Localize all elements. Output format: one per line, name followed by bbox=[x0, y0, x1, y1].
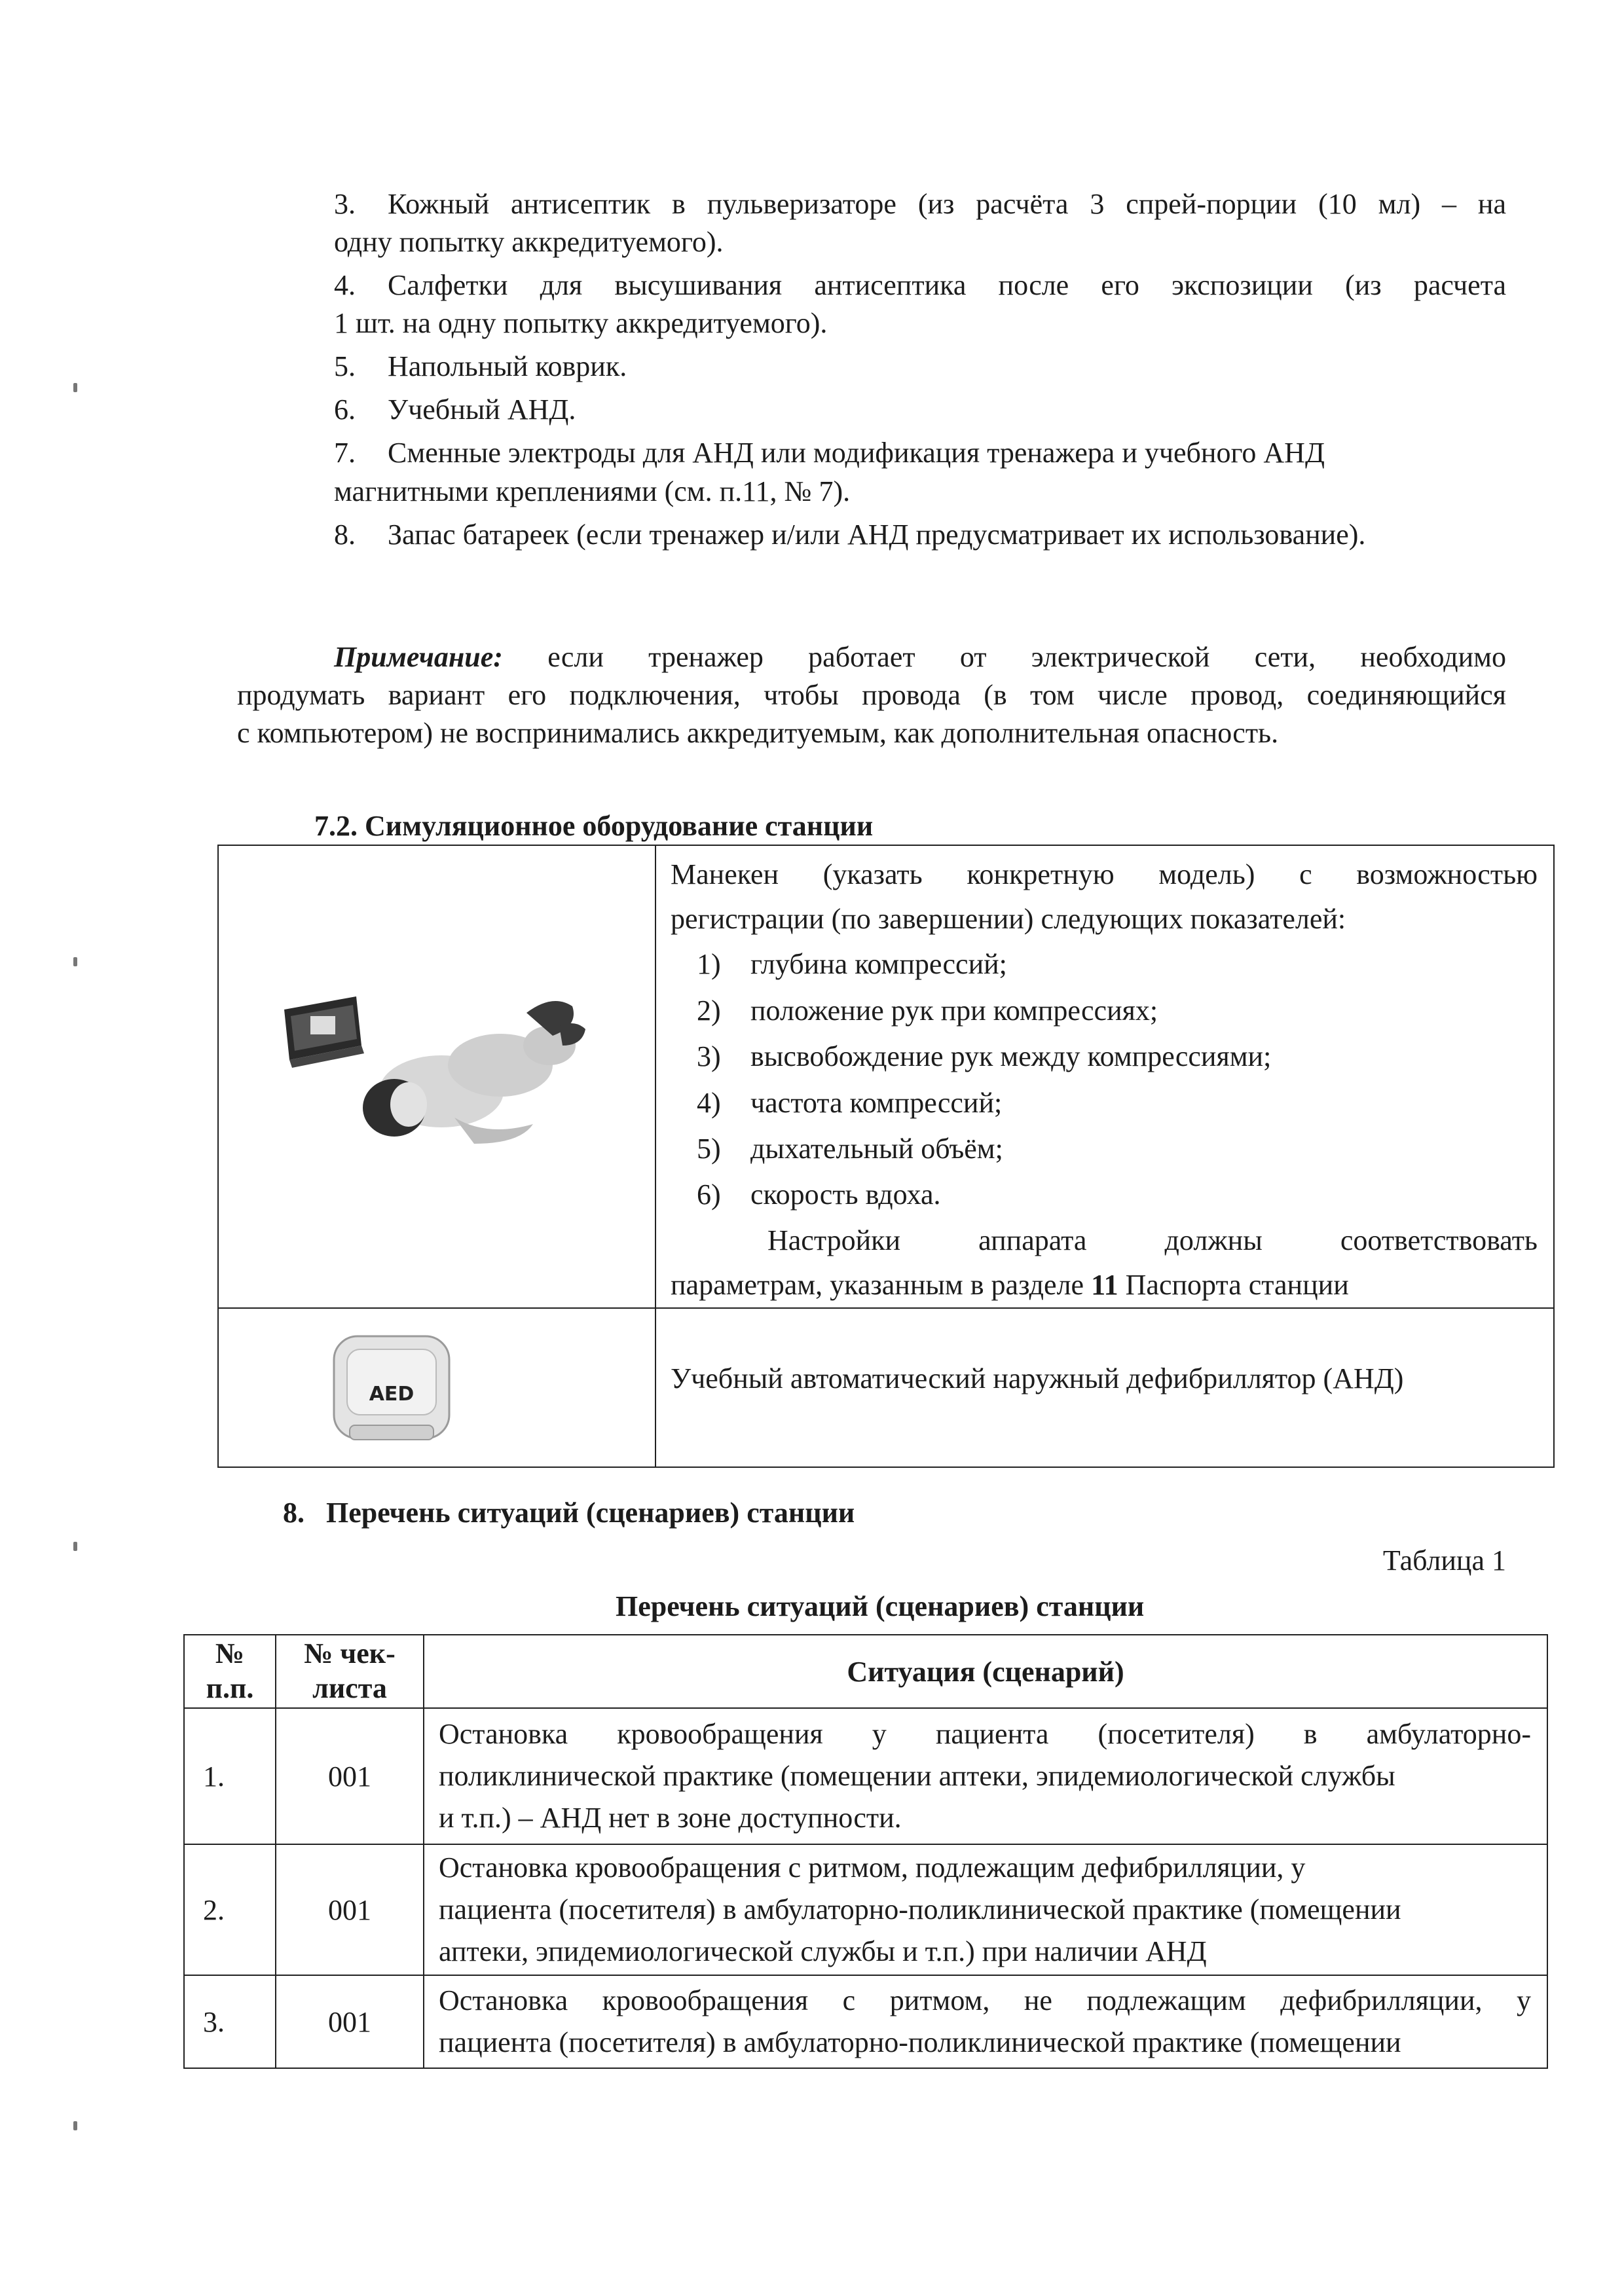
cpr-mannequin-icon bbox=[363, 1001, 585, 1144]
note-text-line: продумать вариант его подключения, чтобы провода (в том числе провод, соединяющийся bbox=[237, 679, 1506, 712]
list-item-text: Салфетки для высушивания антисептика после его экспозиции (из расчета bbox=[388, 269, 1506, 302]
list-item-text: Кожный антисептик в пульверизаторе (из расчёта 3 спрей-порции (10 мл) – на bbox=[388, 188, 1506, 220]
list-item: 5) дыхательный объём; bbox=[697, 1132, 1003, 1165]
list-item: 5. Напольный коврик. bbox=[334, 350, 627, 383]
list-item: 3. Кожный антисептик в пульверизаторе (из расчёта 3 спрей-порции (10 мл) – на bbox=[334, 188, 1506, 220]
section-7-2-heading: 7.2. Симуляционное оборудование станции bbox=[314, 810, 874, 842]
scenario-text: Остановка кровообращения с ритмом, не подлежащим дефибрилляции, у пациента (посетителя) в амбулаторно-поликлинической практике (помещении bbox=[424, 1975, 1547, 2068]
scan-punch-mark bbox=[73, 2121, 77, 2130]
list-item: 2) положение рук при компрессиях; bbox=[697, 994, 1158, 1027]
aed-device-icon bbox=[334, 1336, 449, 1440]
list-item-continuation: 1 шт. на одну попытку аккредитуемого). bbox=[334, 307, 828, 340]
indicator-list bbox=[671, 941, 1538, 1218]
scan-punch-mark bbox=[73, 957, 77, 966]
settings-text: параметрам, указанным в разделе 11 Паспорта станции bbox=[671, 1268, 1349, 1301]
aed-description-cell bbox=[655, 1308, 1554, 1467]
aed-label: AED bbox=[369, 1383, 415, 1406]
section-8-heading: 8. Перечень ситуаций (сценариев) станции bbox=[283, 1497, 855, 1529]
table-row bbox=[184, 1975, 1547, 2068]
column-header: № п.п. bbox=[184, 1635, 276, 1708]
table-row bbox=[218, 845, 1554, 1308]
checklist-number: 001 bbox=[276, 1844, 424, 1975]
settings-text: Настройки аппарата должны соответствовать bbox=[767, 1224, 1538, 1256]
list-item-text: Запас батареек (если тренажер и/или АНД предусматривает их использование). bbox=[388, 518, 1366, 551]
checklist-number: 001 bbox=[276, 1708, 424, 1844]
table-row bbox=[218, 1308, 1554, 1467]
scenario-text: Остановка кровообращения с ритмом, подлежащим дефибрилляции, у пациента (посетителя) в амбулаторно-поликлинической практике (помещении аптеки, эпидемиологической службы и т.п.) при наличии АНД bbox=[424, 1844, 1547, 1975]
list-item: 7. Сменные электроды для АНД или модификация тренажера и учебного АНД bbox=[334, 437, 1325, 469]
mannequin-image-cell bbox=[218, 845, 655, 1308]
list-item: 3) высвобождение рук между компрессиями; bbox=[697, 1040, 1272, 1073]
note-text-line: с компьютером) не воспринимались аккредитуемым, как дополнительная опасность. bbox=[237, 717, 1279, 750]
list-item: 4) частота компрессий; bbox=[697, 1086, 1003, 1119]
list-item: 6. Учебный АНД. bbox=[334, 393, 576, 426]
note-text-line: если тренажер работает от электрической сети, необходимо bbox=[547, 641, 1506, 673]
note-paragraph bbox=[237, 638, 1506, 752]
row-number: 1. bbox=[184, 1708, 276, 1844]
list-item: 6) скорость вдоха. bbox=[697, 1178, 941, 1211]
aed-image-cell bbox=[218, 1308, 655, 1467]
mannequin-intro: регистрации (по завершении) следующих показателей: bbox=[671, 903, 1346, 936]
scan-punch-mark bbox=[73, 1542, 77, 1551]
row-number: 3. bbox=[184, 1975, 276, 2068]
list-item-continuation: магнитными креплениями (см. п.11, № 7). bbox=[334, 475, 851, 507]
list-item-text: Сменные электроды для АНД или модификация тренажера и учебного АНД bbox=[388, 437, 1325, 469]
checklist-number: 001 bbox=[276, 1975, 424, 2068]
equipment-table bbox=[217, 845, 1555, 1468]
mannequin-intro: Манекен (указать конкретную модель) с возможностью bbox=[671, 858, 1538, 890]
mannequin-description-cell bbox=[655, 845, 1554, 1308]
row-number: 2. bbox=[184, 1844, 276, 1975]
list-item: 1) глубина компрессий; bbox=[697, 948, 1007, 981]
aed-image bbox=[219, 1309, 654, 1463]
scan-punch-mark bbox=[73, 383, 77, 392]
mannequin-image bbox=[219, 849, 654, 1301]
table-label: Таблица 1 bbox=[1382, 1544, 1506, 1576]
aed-description: Учебный автоматический наружный дефибриллятор (АНД) bbox=[671, 1362, 1404, 1394]
list-item: 8. Запас батареек (если тренажер и/или АНД предусматривает их использование). bbox=[334, 518, 1366, 551]
scenarios-table bbox=[183, 1634, 1548, 2069]
equipment-list bbox=[334, 185, 1506, 554]
table-row bbox=[184, 1844, 1547, 1975]
table-header-row bbox=[184, 1635, 1547, 1708]
monitor-tablet-icon bbox=[284, 996, 364, 1068]
table-title: Перечень ситуаций (сценариев) станции bbox=[616, 1590, 1145, 1622]
column-header: Ситуация (сценарий) bbox=[424, 1635, 1547, 1708]
scenario-text: Остановка кровообращения у пациента (посетителя) в амбулаторно- поликлинической практике (помещении аптеки, эпидемиологической службы и т.п.) – АНД нет в зоне доступности. bbox=[424, 1708, 1547, 1844]
note-label: Примечание: bbox=[334, 641, 503, 673]
list-item-text: Напольный коврик. bbox=[388, 350, 627, 383]
table-row bbox=[184, 1708, 1547, 1844]
list-item: 4. Салфетки для высушивания антисептика после его экспозиции (из расчета bbox=[334, 269, 1506, 302]
list-item-continuation: одну попытку аккредитуемого). bbox=[334, 226, 724, 259]
column-header: № чек- листа bbox=[276, 1635, 424, 1708]
list-item-text: Учебный АНД. bbox=[388, 393, 576, 426]
